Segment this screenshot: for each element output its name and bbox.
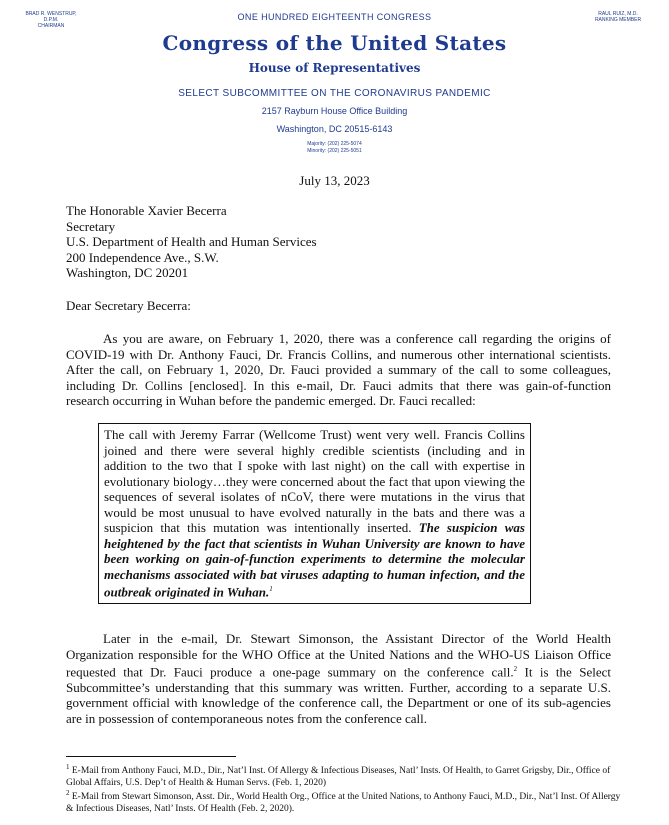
majority-phone: Majority: (202) 225-5074 — [307, 141, 362, 147]
footnote-divider — [66, 756, 236, 757]
letter-date: July 13, 2023 — [299, 173, 370, 188]
ranking-member-name: RAUL RUIZ, M.D. — [598, 11, 638, 17]
chairman-name: BRAD R. WENSTRUP, D.P.M. — [25, 11, 77, 23]
quote-text: The call with Jeremy Farrar (Wellcome Trust) went very well. Francis Collins joined and there were several highly credible scientists (including and in addition to the two that I spoke with last night) on the call with expertise in evolutionary biology…they were concerned about the fact that upon viewing the sequences of several isolates of nCoV, there were mutations in the virus that would be most unusual to have evolved naturally in the bats and there was a suspicion that this mutation was intentionally inserted. — [104, 427, 525, 535]
address-line-2: Washington, DC 20515-6143 — [276, 124, 393, 134]
letterhead-house: House of Representatives — [248, 61, 421, 75]
recipient-line: 200 Independence Ave., S.W. — [66, 249, 219, 265]
paragraph-text: Later in the e-mail, Dr. Stewart Simonson, the Assistant Director of the World Health Organization responsible for the WHO Office at the United Nations and the WHO-US Liaison Office requested that Dr. Fauci produce a one-page summary on the conference call.$^2$ It is the Select Subcommittee’s understanding that this summary was written. Further, according to a separate U.S. government official with knowledge of the conference call, the Department or one of its sub-agencies are in possession of contemporaneous notes from the conference call. — [66, 631, 611, 726]
footnote-number: 2 — [66, 789, 70, 797]
recipient-line: U.S. Department of Health and Human Services — [66, 234, 317, 249]
footnote-text: E-Mail from Anthony Fauci, M.D., Dir., Nat’l Inst. Of Allergy & Infectious Diseases, Natl’ Insts. Of Health, to Garret Grigsby, Dir., Office of Global Affairs, U.S. Dep’t of Health & Human Servs. (Feb. 1, 2020) — [66, 766, 611, 789]
salutation: Dear Secretary Becerra: — [66, 298, 191, 313]
recipient-line: The Honorable Xavier Becerra — [66, 203, 227, 218]
minority-phone: Minority: (202) 225-5051 — [307, 148, 362, 154]
recipient-line: Washington, DC 20201 — [66, 265, 189, 280]
footnote-2 — [66, 787, 621, 815]
ranking-member-role: RANKING MEMBER — [594, 17, 642, 23]
footnote-number: 1 — [66, 763, 70, 771]
footnote-text: E-Mail from Stewart Simonson, Asst. Dir., World Health Org., Office at the United Nations, to Anthony Fauci, M.D., Dir., Nat’l Inst. Of Allergy & Infectious Diseases, Natl’ Insts. Of Health (Feb. 2, 2020). — [66, 792, 621, 815]
footnote-ref: 2 — [513, 665, 518, 673]
paragraph-text: As you are aware, on February 1, 2020, there was a conference call regarding the origins of COVID-19 with Dr. Anthony Fauci, Dr. Francis Collins, and numerous other international scientists. After the call, on February 1, 2020, Dr. Fauci provided a summary of the call to some colleagues, including Dr. Collins [enclosed]. In this e-mail, Dr. Fauci admits that there was gain-of-function research occurring in Wuhan before the pandemic emerged. Dr. Fauci recalled: — [66, 331, 611, 408]
letterhead-title: Congress of the United States — [162, 31, 507, 55]
chairman-role: CHAIRMAN — [37, 23, 65, 29]
quote-emphasis: The suspicion was heightened by the fact that scientists in Wuhan University are known to have been working on gain-of-function experiments to determine the molecular mechanisms associated with bat viruses adapting to human infection, and the outbreak originated in Wuhan. — [104, 520, 525, 600]
phone-numbers — [0, 141, 669, 155]
footnote-ref: 1 — [269, 585, 273, 593]
quoted-email-box — [98, 423, 531, 604]
footnote-1 — [66, 761, 621, 789]
address-line-1: 2157 Rayburn House Office Building — [261, 106, 408, 116]
recipient-line: Secretary — [66, 218, 116, 234]
congress-number: ONE HUNDRED EIGHTEENTH CONGRESS — [237, 12, 432, 22]
body-paragraph-1 — [66, 331, 611, 409]
recipient-address — [66, 203, 317, 281]
body-paragraph-2 — [66, 631, 611, 726]
subcommittee-name: SELECT SUBCOMMITTEE ON THE CORONAVIRUS PANDEMIC — [178, 88, 491, 99]
